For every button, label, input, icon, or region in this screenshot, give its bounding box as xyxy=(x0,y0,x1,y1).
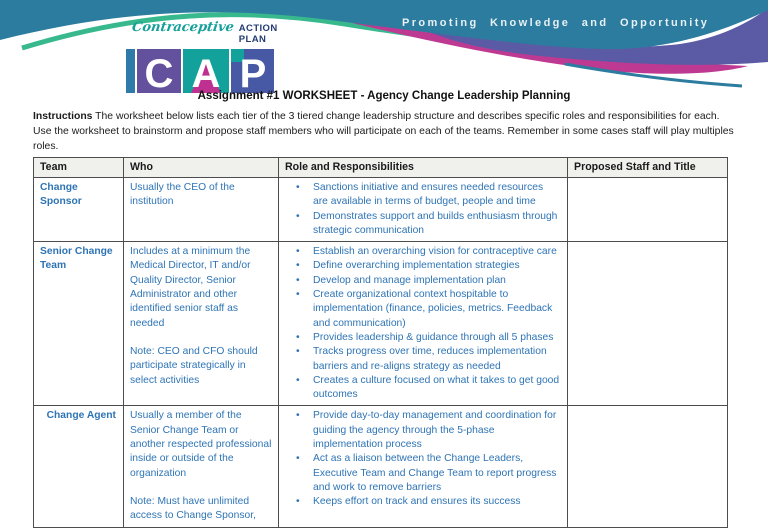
who-note: Note: CEO and CFO should participate strategically in select activities xyxy=(130,345,258,386)
instructions-label: Instructions xyxy=(33,111,93,122)
roles-list xyxy=(285,181,562,238)
logo-letter-c: C xyxy=(144,52,174,94)
instructions-paragraph xyxy=(33,109,735,154)
who-paragraph: Usually a member of the Senior Change Team or another respected professional inside or outside of the organization xyxy=(130,410,272,479)
role-item: • Create organizational context hospitable to implementation (finance, policies, metrics. Feedback and communication) xyxy=(313,288,560,331)
logo-letter-p: P xyxy=(239,52,267,94)
role-item: • Define overarching implementation strategies xyxy=(313,259,560,273)
table-row-senior-change-team xyxy=(34,242,728,406)
proposed-staff-cell xyxy=(568,406,728,527)
logo-letter-a: A xyxy=(191,52,221,94)
role-item: • Demonstrates support and builds enthusiasm through strategic communication xyxy=(313,210,560,239)
roles-cell xyxy=(279,242,568,406)
team-cell: Change Sponsor xyxy=(34,178,124,242)
role-item: • Establish an overarching vision for contraceptive care xyxy=(313,245,560,259)
role-item: • Develop and manage implementation plan xyxy=(313,274,560,288)
team-cell: Change Agent xyxy=(34,406,124,527)
logo-script-text: Contraceptive xyxy=(130,20,235,35)
table-row-change-sponsor xyxy=(34,178,728,242)
who-paragraph: Includes at a minimum the Medical Director, IT and/or Quality Director, Senior Administrator and other identified senior staff as needed xyxy=(130,246,251,329)
who-cell xyxy=(124,406,279,527)
cap-logo xyxy=(126,20,286,94)
header-who: Who xyxy=(124,158,279,178)
leadership-table xyxy=(33,157,728,528)
logo-action-plan-text: ACTION PLAN xyxy=(238,23,278,45)
roles-list xyxy=(285,245,562,402)
role-item: • Keeps effort on track and ensures its success xyxy=(313,495,560,509)
roles-cell xyxy=(279,406,568,527)
role-item: • Provide day-to-day management and coordination for guiding the agency through the 5-phase implementation process xyxy=(313,409,560,452)
role-item: • Provides leadership & guidance through all 5 phases xyxy=(313,331,560,345)
logo-blue-bar xyxy=(126,49,135,93)
who-paragraph: Usually the CEO of the institution xyxy=(130,182,235,208)
cap-logo-wordmark xyxy=(132,20,286,45)
role-item: • Sanctions initiative and ensures needed resources are available in terms of budget, people and time xyxy=(313,181,560,210)
table-header-row xyxy=(34,158,728,178)
banner-tagline: Promoting Knowledge and Opportunity xyxy=(402,17,710,29)
header-proposed: Proposed Staff and Title xyxy=(568,158,728,178)
table-row-change-agent xyxy=(34,406,728,527)
roles-cell xyxy=(279,178,568,242)
instructions-text: The worksheet below lists each tier of the 3 tiered change leadership structure and describes specific roles and responsibilities for each. Use the worksheet to brainstorm and propose staff members who will participate on each of the teams. Remember in some cases staff will play multiples roles. xyxy=(33,111,734,152)
team-cell: Senior Change Team xyxy=(34,242,124,406)
banner-swoosh-graphic xyxy=(0,0,768,92)
header-team: Team xyxy=(34,158,124,178)
proposed-staff-cell xyxy=(568,178,728,242)
proposed-staff-cell xyxy=(568,242,728,406)
roles-list xyxy=(285,409,562,509)
who-note: Note: Must have unlimited access to Change Sponsor, xyxy=(130,495,256,522)
role-item: • Creates a culture focused on what it takes to get good outcomes xyxy=(313,374,560,403)
role-item: • Tracks progress over time, reduces implementation barriers and re-aligns strategy as needed xyxy=(313,345,560,374)
who-cell xyxy=(124,178,279,242)
page-title: Assignment #1 WORKSHEET - Agency Change Leadership Planning xyxy=(197,90,571,102)
header-role: Role and Responsibilities xyxy=(279,158,568,178)
who-cell xyxy=(124,242,279,406)
cap-logo-blocks xyxy=(126,47,276,94)
role-item: • Act as a liaison between the Change Leaders, Executive Team and Change Team to report progress and work to remove barriers xyxy=(313,452,560,495)
